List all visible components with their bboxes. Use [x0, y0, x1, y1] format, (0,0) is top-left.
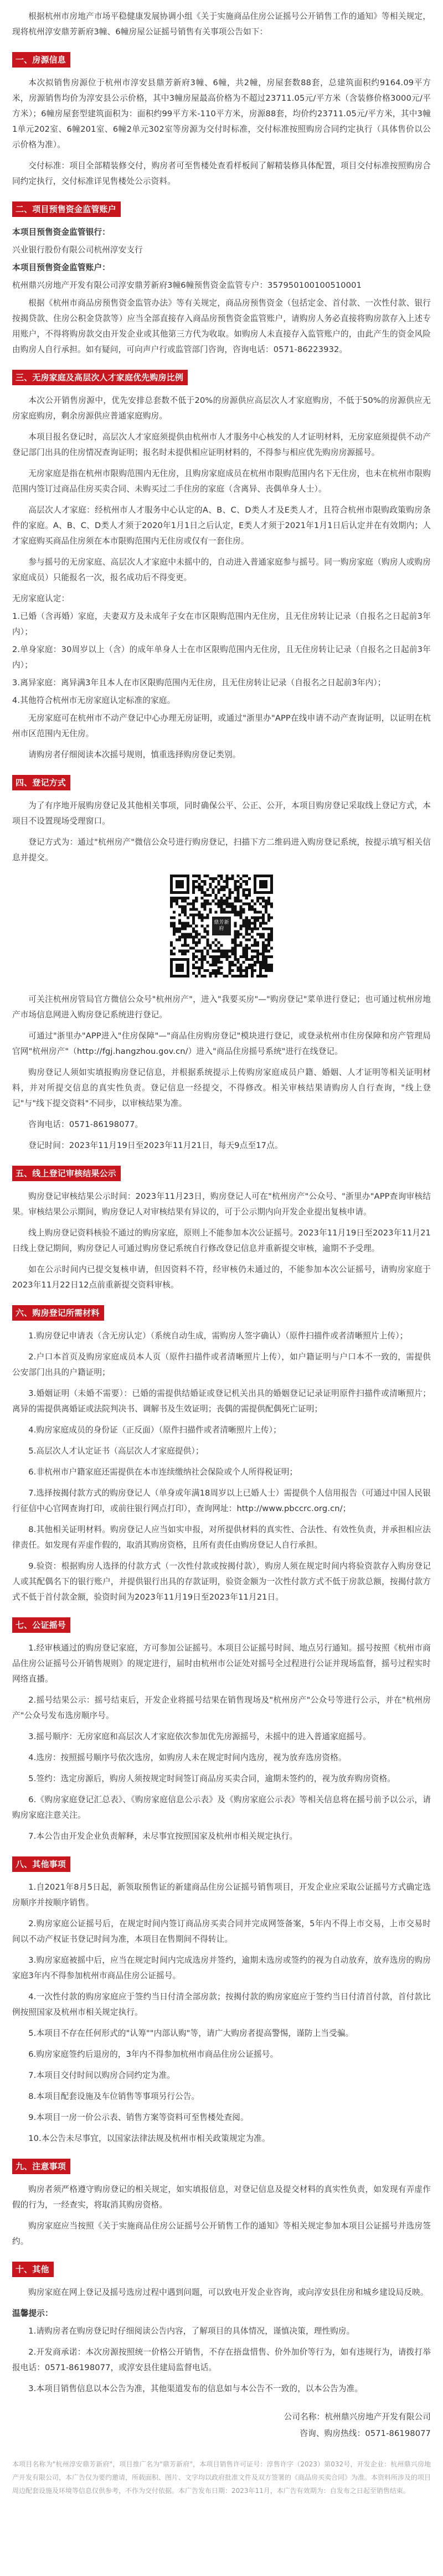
section-4-header [12, 775, 431, 790]
section-6-list-item: 9.验资：根据购房人选择的付款方式（一次性付款或按揭付款），购房人须在规定时间内将验资款存入购房登记人或其配偶名下的银行账户，并提供银行出具的存款证明，验资金额为一次性付款方式不低于房款总额，按揭付款方式不低于首付款金额，验资时间为2023年11月19日至2023年11月21日。 [12, 1561, 431, 1602]
consult-phone: 咨询电话：0571-86198077。 [28, 1120, 143, 1129]
section-8-list-item: 4.一次性付款的购房家庭应于签约当日付清全部房款；按揭付款的购房家庭应于签约当日付清首付款，首付款比例按照国家及杭州市相关规定执行。 [12, 1992, 431, 2017]
section-3-paragraph: 无房家庭可在杭州市不动产登记中心办理无房证明，或通过"浙里办"APP在线申请不动产查询证明，以证明在杭州市区范围内无住房。 [12, 713, 431, 738]
section-7-list-item: 2.摇号结果公示：摇号结束后，开发企业将摇号结果在销售现场及"杭州房产"公众号等进行公示，并在"杭州房产"公众号发布选房顺序号。 [12, 1695, 431, 1720]
qr-logo: 鼎芳新府 [210, 915, 233, 937]
section-7-list-item: 7.本公告由开发企业负责解释，未尽事宜按照国家及杭州市相关规定执行。 [28, 1832, 298, 1841]
section-3-list-item: 无房家庭认定： [12, 594, 70, 603]
section-6-header [12, 1305, 431, 1321]
tips-label: 温馨提示： [12, 2309, 53, 2318]
section-6-list-item: 7.选择按揭付款方式的购房登记人（单身或年满18周岁以上已婚人士）需提供个人信用报告（可通过中国人民银行征信中心官网查询打印，或前往银行网点打印），查询网址：http://www.pbccrc.org.cn/； [12, 1488, 431, 1513]
section-3-list-item: 2.单身家庭：30周岁以上（含）的成年单身人士在市区限购范围内无住房，且无住房转让记录（自报名之日起前3年内）； [12, 645, 431, 670]
section-4-title: 四、登记方式 [12, 775, 70, 790]
section-4-paragraph: 为了有序地开展购房登记及其他相关事项，同时确保公平、公正、公开，本项目购房登记采取线上登记方式，本项目不设置现场受理窗口。 [12, 801, 431, 826]
section-5-title: 五、线上登记审核结果公示 [12, 1166, 121, 1181]
section-8-list-item: 8.本项目配套设施及车位销售等事项另行公告。 [28, 2092, 200, 2101]
section-3-paragraph: 参与摇号的无房家庭、高层次人才家庭中未摇中的，自动进入普通家庭参与摇号。同一购房家庭（购房人或购房家庭成员）只能报名一次，报名成功后不得变更。 [12, 557, 431, 582]
section-6-list-item: 4.购房家庭成员的身份证（正反面）（原件扫描件或者清晰照片上传）； [28, 1425, 281, 1435]
section-9-header [12, 2159, 431, 2174]
section-3-title: 三、无房家庭及高层次人才家庭优先购房比例 [12, 370, 188, 385]
section-9-paragraph: 购房者须严格遵守购房登记的相关规定，如实填报信息，对登记信息及提交材料的真实性负责，如发现有弄虚作假的行为，一经查实，将取消其购房资格。 [12, 2185, 431, 2210]
section-3-list-item: 4.其他符合杭州市无房家庭认定标准的家庭。 [12, 696, 176, 705]
section-6-list-item: 3.婚姻证明（未婚不需要）：已婚的需提供结婚证或登记机关出具的婚姻登记记录证明原件扫描件或清晰照片；离异的需提供离婚证或法院判决书、调解书及生效证明；丧偶的需提供配偶死亡证明； [12, 1389, 431, 1414]
section-8-list-item: 2.购房家庭公证摇号后，在规定时间内签订商品房买卖合同并完成网签备案，5年内不得上市交易，上市交易时间以不动产权证书登记时间为准，本项目在售期间不得转让。 [12, 1919, 431, 1944]
registration-time: 登记时间：2023年11月19日至2023年11月21日，每天9点至17点。 [28, 1141, 283, 1150]
section-5-paragraph: 购房登记审核结果公示时间：2023年11月23日，购房登记人可在"杭州房产"公众号、"浙里办"APP查询审核结果。审核结果公示期间，购房登记人对审核结果有异议的，可于公示期内向开发企业提出复核申请。 [12, 1192, 431, 1217]
section-3-list-item: 3.离异家庭：离异满3年且本人在市区限购范围内无住房，且无住房转让记录（自报名之日起前3年内）； [12, 678, 386, 687]
section-9-paragraph: 购房家庭应当按照《关于实施商品住房公证摇号公开销售工作的通知》等相关规定参加本项目公证摇号并选房签约。 [12, 2221, 431, 2246]
section-10-list-item: 2.开发商承诺：本次房源按照统一价格公开销售，不存在捂盘惜售、价外加价等行为，如有违规行为，请拨打举报电话：0571-86198077，或淳安县住建局监督电话。 [12, 2347, 431, 2372]
section-7-list-item: 6.《购房家庭登记汇总表》、《购房家庭信息公示表》及《购房家庭公示表》等相关信息将在摇号前予以公示，请购房家庭注意关注。 [12, 1795, 431, 1820]
section-7-list-item: 3.摇号顺序：无房家庭和高层次人才家庭依次参加优先房源摇号，未摇中的进入普通家庭摇号。 [28, 1732, 371, 1741]
section-10-list-item: 1.请购房者在购房登记时仔细阅读公告内容，了解项目的具体情况，谨慎决策，理性购房。 [28, 2326, 355, 2336]
section-8-list-item: 9.本项目一房一价公示表、销售方案等资料可至售楼处查阅。 [28, 2113, 249, 2122]
section-4-paragraph: 购房登记人须如实填报购房登记信息，并根据系统提示上传购房家庭成员户籍、婚姻、人才证明等相关证明材料，并对所提交信息的真实性负责。登记信息一经提交，不得修改。相关审核结果请购房人自行查询，"线上登记"与"线下提交资料"不同步，以审核结果为准。 [12, 1068, 431, 1108]
section-3-list-item: 1.已婚（含再婚）家庭，夫妻双方及未成年子女在市区限购范围内无住房，且无住房转让记录（自报名之日起前3年内）； [12, 612, 431, 637]
section-8-list-item: 10.本公告未尽事宜，以国家法律法规及杭州市相关政策规定为准。 [28, 2134, 270, 2143]
section-8-title: 八、其他事项 [12, 1856, 70, 1872]
section-3-paragraph: 高层次人才家庭：经杭州市人才服务中心认定的A、B、C、D类人才及E类人才，且符合杭州市限购政策购房条件的家庭。A、B、C、D类人才须于2020年1月1日之后认定，E类人才须于2021年1月1日后认定并在有效期内；人才家庭购买商品住房须在本市限购范围内无住房或仅有一套住房。 [12, 505, 431, 546]
section-3-paragraph: 无房家庭是指在杭州市限购范围内无住房，且购房家庭成员在杭州市限购范围内名下无住房，也未在杭州市限购范围内签订过商品住房买卖合同、未购买过二手住房的家庭（含离异、丧偶单身人士）。 [12, 469, 431, 494]
section-2-header [12, 201, 431, 217]
section-8-list-item: 3.购房家庭被摇中后，应当在规定时间内完成选房并签约，逾期未选房或签约的视为自动放弃，放弃选房的购房家庭3年内不得参加杭州市商品住房公证摇号。 [12, 1956, 431, 1980]
section-7-list-item: 5.签约：选定房源后，购房人须按规定时间签订商品房买卖合同，逾期未签约的，视为放弃购房资格。 [28, 1774, 396, 1783]
section-3-paragraph: 本次公开销售房源中，优先安排总套数不低于20%的房源供应高层次人才家庭购房，不低于50%的房源供应无房家庭购房，剩余房源供应普通家庭购房。 [12, 396, 431, 421]
section-8-list-item: 7.本项目交付时间以购房合同约定为准。 [28, 2071, 176, 2080]
section-6-title: 六、购房登记所需材料 [12, 1305, 104, 1321]
section-7-title: 七、公证摇号 [12, 1617, 70, 1633]
section-1-paragraph: 本次拟销售房源位于杭州市淳安县鼎芳新府3幢、6幢，共2幢，房屋套数88套，总建筑面积约9164.09平方米，房源销售均价为淳安县公示价格，其中3幢房屋最高价格为不超过23711.05元/平方米（含装修价格3000元/平方米）；6幢房屋套型建筑面积为：面积约99平方米-110平方米，房源88套，均价约23711.05元/平方米，其中3幢1单元202室、6幢201室、6幢2单元302室等房源为交付时标准，交付标准按照购房合同约定执行（具体售价以公示价格为准）。 [12, 78, 431, 149]
section-2-title: 二、项目预售资金监管账户 [12, 201, 121, 217]
section-5-paragraph: 线上购房登记资料核验不通过的购房家庭，原则上不能参加本次公证摇号。2023年11月19日至2023年11月21日线上登记期间，购房登记人可通过购房登记系统自行修改登记信息并重新提交审核，逾期不予受理。 [12, 1228, 431, 1253]
section-9-title: 九、注意事项 [12, 2159, 70, 2174]
section-1-header [12, 52, 431, 68]
section-10-list-item: 3.本项目销售信息以本公告为准，其他渠道发布的信息如与本公告不一致的，以本公告为准。 [28, 2384, 363, 2393]
section-4-paragraph: 可关注杭州房管局官方微信公众号"杭州房产"，进入"我要买房"—"购房登记"菜单进行登记；也可通过杭州房地产市场信息网进入购房登记系统进行登记。 [12, 995, 431, 1020]
qr-code[interactable] [170, 875, 273, 977]
signature-block [12, 2409, 431, 2442]
section-6-list-item: 8.其他相关证明材料。购房登记人应当如实申报，对所提供材料的真实性、合法性、有效性负责，并承担相应法律责任。如发现有弄虚作假的，取消其购房资格，且所有责任由购房登记人自行承担。 [12, 1525, 431, 1550]
intro-paragraph: 根据杭州市房地产市场平稳健康发展协调小组《关于实施商品住房公证摇号公开销售工作的通知》等相关规定，现将杭州淳安鼎芳新府3幢、6幢房屋公证摇号销售有关事项公告如下： [12, 12, 431, 37]
section-7-list-item: 4.选房：按照摇号顺序号依次选房，如购房人未在规定时间内选房，视为放弃选房资格。 [28, 1753, 347, 1762]
section-3-header [12, 370, 431, 385]
footer-disclaimer: 本项目名称为"杭州淳安鼎芳新府"，项目推广名为"鼎芳新府"，本项目销售许可证号：淳售许字（2023）第032号，开发企业：杭州鼎兴房地产开发有限公司，本广告仅为要约邀请，所载面积、图片、文字均以政府批准文件及双方签署的《商品房买卖合同》为准。本资料所涉及的项目周边配套设施及环境等信息仅供参考，不作为交付依据。本广告发布日期：2023年11月，本广告有效期为：自发布之日起至销售结束。 [12, 2460, 431, 2495]
qr-code-area [12, 875, 431, 977]
section-5-paragraph: 如在公示时间内已提交复核申请，但因资料不符，经审核仍未通过的，不能参加本次公证摇号，请购房家庭于2023年11月22日12点前重新提交资料审核。 [12, 1265, 431, 1290]
section-6-list-item: 2.户口本首页及购房家庭成员本人页（原件扫描件或者清晰照片上传），如户籍证明与户口本不一致的，需提供公安部门出具的户籍证明； [12, 1352, 431, 1377]
supervision-account-label: 本项目预售资金监管账户： [12, 263, 110, 272]
section-3-paragraph: 本项目报名登记时，高层次人才家庭须提供由杭州市人才服务中心核发的人才证明材料，无房家庭须提供不动产登记部门出具的住房情况查询证明；报名时未提供相应证明材料的，不得参与相应优先购房房源摇号。 [12, 432, 431, 457]
section-4-paragraph: 可通过"浙里办"APP进入"住房保障"—"商品住房购房登记"模块进行登记，或登录杭州市住房保障和房产管理局官网"杭州房产"（http://fgj.hangzhou.gov.cn/）进入"商品住房摇号系统"进行在线登记。 [12, 1031, 431, 1056]
section-10-title: 十、其他 [12, 2262, 54, 2277]
section-10-header [12, 2262, 431, 2277]
section-2-paragraph: 根据《杭州市商品房预售资金监管办法》等有关规定，商品房预售资金（包括定金、首付款、一次性付款、银行按揭贷款、住房公积金贷款等）应当全部直接存入商品房预售资金监管账户，请购房人务必直接将购房款存入上述专用账户，不得将购房款交由开发企业或其他第三方代为收取。如购房人未直接存入监管账户的，由此产生的资金风险由购房人自行承担。如有疑问，可向声户行或监管部门咨询，咨询电话：0571-86223932。 [12, 298, 431, 354]
supervision-account-number: 杭州鼎兴房地产开发有限公司淳安鼎芳新府3幢6幢预售资金监管专户：357950100100510001 [12, 281, 362, 290]
section-8-list-item: 1.自2021年8月5日起，新领取预售证的新建商品住房公证摇号销售项目，开发企业应采取公证摇号方式确定选房顺序并按顺序销售。 [12, 1882, 431, 1907]
section-1-title: 一、房源信息 [12, 52, 70, 68]
supervising-bank-name: 兴业银行股份有限公司杭州淳安支行 [12, 245, 143, 255]
section-1-paragraph: 交付标准：项目全部精装修交付，购房者可至售楼处查看样板间了解精装修具体配置，项目交付标准按照购房合同约定执行，交付标准详见售楼处公示资料。 [12, 161, 431, 186]
section-6-list-item: 6.非杭州市户籍家庭还需提供在本市连续缴纳社会保险或个人所得税证明； [28, 1467, 298, 1477]
section-5-header [12, 1166, 431, 1181]
company-name: 公司名称：杭州鼎兴房地产开发有限公司 [284, 2412, 431, 2422]
section-8-header [12, 1856, 431, 1872]
section-7-list-item: 1.经审核通过的购房登记家庭，方可参加公证摇号。本项目公证摇号时间、地点另行通知。摇号按照《杭州市商品住房公证摇号公开销售规则》的规定进行，届时由杭州市公证处对摇号全过程进行公证并现场监督，摇号过程实时网络直播。 [12, 1643, 431, 1684]
supervising-bank-label: 本项目预售资金监管银行： [12, 227, 110, 237]
section-8-list-item: 5.本项目不存在任何形式的"认筹""内部认购"等，请广大购房者提高警惕，谨防上当受骗。 [28, 2029, 354, 2038]
section-10-paragraph: 购房家庭在网上登记及摇号选房过程中遇到问题，可以致电开发企业咨询，或向淳安县住房和城乡建设局反映。 [28, 2288, 429, 2297]
hotline: 咨询、购房热线：0571-86198077 [300, 2429, 431, 2438]
section-3-paragraph: 请购房者仔细阅读本次摇号规则，慎重选择购房登记类别。 [28, 750, 241, 759]
section-8-list-item: 6.购房家庭签约后退房的，3年内不得参加杭州市商品住房公证摇号。 [28, 2050, 279, 2059]
section-6-list-item: 5.高层次人才认定证书（高层次人才家庭提供）； [28, 1446, 204, 1456]
section-7-header [12, 1617, 431, 1633]
section-4-paragraph: 登记方式为：通过"杭州房产"微信公众号进行购房登记，扫描下方二维码进入购房登记系统，按提示填写相关信息并提交。 [12, 837, 431, 862]
section-6-list-item: 1.购房登记申请表（含无房认定）（系统自动生成，需购房人签字确认）（原件扫描件或者清晰照片上传）； [28, 1331, 408, 1341]
